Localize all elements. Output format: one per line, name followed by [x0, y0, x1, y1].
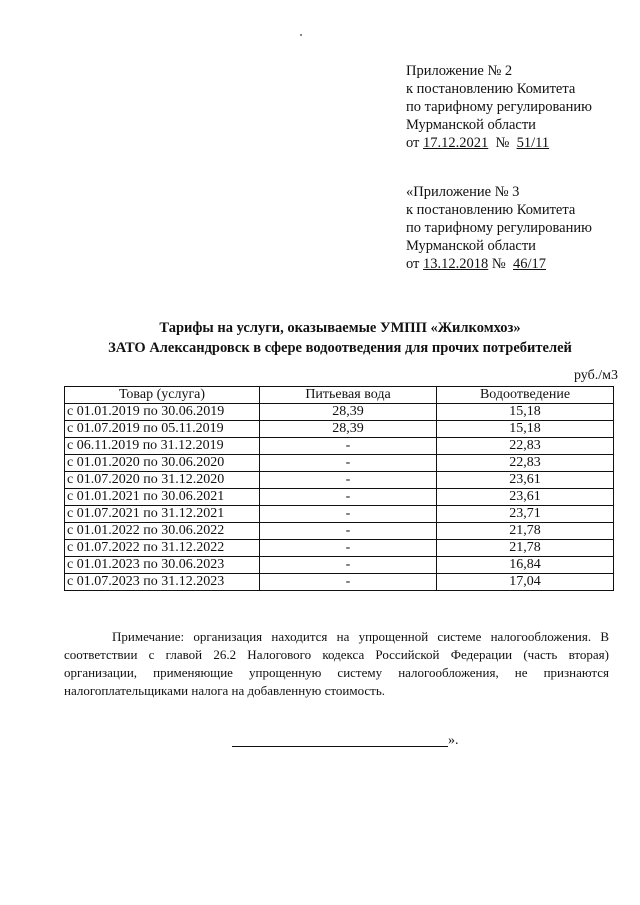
cell-period: с 01.01.2022 по 30.06.2022: [65, 523, 260, 540]
table-header-row: [65, 387, 614, 404]
number-prefix: №: [488, 256, 513, 272]
table-row: [65, 472, 614, 489]
table-row: [65, 523, 614, 540]
cell-period: с 01.07.2023 по 31.12.2023: [65, 574, 260, 591]
appendix-2-number: 51/11: [516, 135, 550, 151]
cell-period: с 01.07.2020 по 31.12.2020: [65, 472, 260, 489]
appendix-3-header: [406, 183, 592, 273]
table-row: [65, 557, 614, 574]
cell-wastewater: 23,61: [437, 472, 614, 489]
appendix-2-date: 17.12.2021: [423, 135, 489, 151]
cell-period: с 01.01.2020 по 30.06.2020: [65, 455, 260, 472]
cell-drinking-water: -: [260, 540, 437, 557]
date-prefix: от: [406, 135, 424, 151]
cell-wastewater: 23,61: [437, 489, 614, 506]
table-row: [65, 455, 614, 472]
cell-period: с 01.07.2021 по 31.12.2021: [65, 506, 260, 523]
signature-line: [232, 746, 448, 747]
cell-wastewater: 17,04: [437, 574, 614, 591]
appendix-2-line-1: Приложение № 2: [406, 63, 513, 79]
header-period: Товар (услуга): [65, 387, 260, 404]
cell-period: с 01.01.2021 по 30.06.2021: [65, 489, 260, 506]
cell-drinking-water: -: [260, 472, 437, 489]
table-row: [65, 404, 614, 421]
header-wastewater: Водоотведение: [437, 387, 614, 404]
appendix-3-number: 46/17: [513, 256, 547, 272]
appendix-3-line-2: к постановлению Комитета: [406, 202, 576, 218]
cell-period: с 06.11.2019 по 31.12.2019: [65, 438, 260, 455]
number-prefix: №: [488, 135, 517, 151]
cell-wastewater: 16,84: [437, 557, 614, 574]
cell-wastewater: 22,83: [437, 438, 614, 455]
cell-wastewater: 21,78: [437, 523, 614, 540]
cell-period: с 01.01.2023 по 30.06.2023: [65, 557, 260, 574]
cell-period: с 01.07.2022 по 31.12.2022: [65, 540, 260, 557]
cell-period: с 01.01.2019 по 30.06.2019: [65, 404, 260, 421]
appendix-2-header: [406, 62, 592, 152]
appendix-3-date-line: [406, 255, 592, 273]
appendix-2-line-3: по тарифному регулированию: [406, 99, 592, 115]
cell-wastewater: 15,18: [437, 421, 614, 438]
appendix-3-line-3: по тарифному регулированию: [406, 220, 592, 236]
note-text: Примечание: организация находится на упрощенной системе налогообложения. В соответствии с главой 26.2 Налогового кодекса Российской Федерации (часть вторая) организации, применяющие упрощенную систему налогообложения, не признаются налогоплательщиками налога на добавленную стоимость.: [64, 629, 609, 698]
appendix-2-line-4: Мурманской области: [406, 117, 536, 133]
table-row: [65, 421, 614, 438]
table-row: [65, 489, 614, 506]
tariff-table: [64, 386, 614, 591]
appendix-3-line-1: «Приложение № 3: [406, 184, 520, 200]
document-title-line-1: Тарифы на услуги, оказываемые УМПП «Жилкомхоз»: [159, 320, 521, 336]
appendix-2-line-2: к постановлению Комитета: [406, 81, 576, 97]
cell-drinking-water: 28,39: [260, 404, 437, 421]
table-row: [65, 438, 614, 455]
scan-mark: [300, 34, 302, 36]
cell-wastewater: 23,71: [437, 506, 614, 523]
cell-wastewater: 22,83: [437, 455, 614, 472]
appendix-2-date-line: [406, 134, 592, 152]
cell-drinking-water: -: [260, 506, 437, 523]
document-title-line-2: ЗАТО Александровск в сфере водоотведения для прочих потребителей: [108, 340, 572, 356]
table-row: [65, 506, 614, 523]
cell-drinking-water: -: [260, 574, 437, 591]
date-prefix: от: [406, 256, 424, 272]
header-drinking-water: Питьевая вода: [260, 387, 437, 404]
appendix-3-date: 13.12.2018: [423, 256, 489, 272]
cell-drinking-water: -: [260, 557, 437, 574]
note-paragraph: [64, 628, 609, 700]
cell-drinking-water: -: [260, 489, 437, 506]
table-row: [65, 574, 614, 591]
cell-drinking-water: -: [260, 438, 437, 455]
cell-wastewater: 15,18: [437, 404, 614, 421]
cell-period: с 01.07.2019 по 05.11.2019: [65, 421, 260, 438]
unit-label: руб./м3: [573, 368, 618, 383]
cell-drinking-water: -: [260, 455, 437, 472]
cell-drinking-water: 28,39: [260, 421, 437, 438]
table-row: [65, 540, 614, 557]
closing-quote: ».: [448, 733, 459, 748]
appendix-3-line-4: Мурманской области: [406, 238, 536, 254]
cell-wastewater: 21,78: [437, 540, 614, 557]
cell-drinking-water: -: [260, 523, 437, 540]
